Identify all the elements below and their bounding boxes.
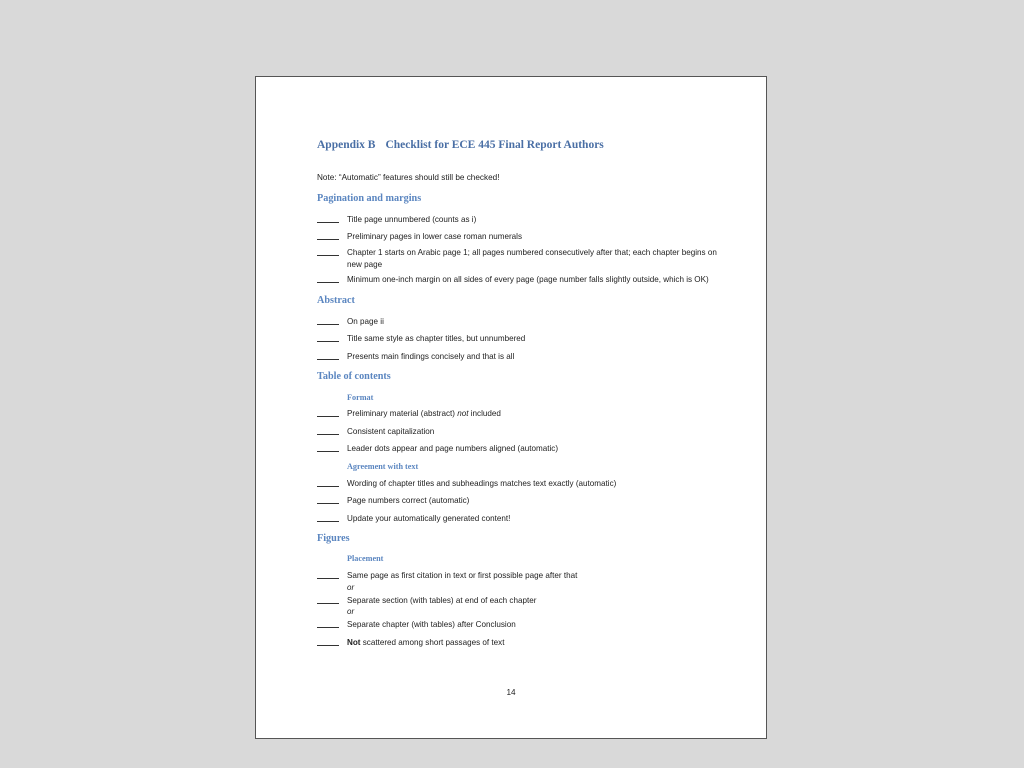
subsection-format-heading: Format: [347, 393, 374, 402]
item-text: [347, 637, 717, 649]
checkbox-blank[interactable]: [317, 214, 339, 223]
checklist-item: [317, 231, 717, 243]
section-toc-heading: Table of contents: [317, 371, 391, 382]
checklist-item: [317, 595, 717, 607]
item-text: Presents main findings concisely and that is all: [347, 351, 515, 361]
checklist-item: [317, 443, 717, 455]
item-text: Title page unnumbered (counts as i): [347, 215, 477, 224]
subsection-agreement-heading: Agreement with text: [347, 461, 419, 471]
item-text: Same page as first citation in text or first possible page after that: [347, 571, 578, 580]
checklist-item: [317, 333, 717, 345]
checklist-item: [317, 408, 717, 420]
item-text-emphasis: not: [457, 409, 469, 418]
checklist-item: [317, 214, 717, 226]
checkbox-blank[interactable]: [317, 333, 339, 342]
document-page: [255, 76, 767, 739]
note-text: Note: “Automatic” features should still be checked!: [317, 173, 500, 182]
item-text: Minimum one-inch margin on all sides of every page (page number falls slightly outside, which is OK): [347, 275, 709, 284]
appendix-label: Appendix B: [317, 139, 376, 151]
item-text: On page ii: [347, 316, 384, 326]
page-number: 14: [506, 688, 516, 697]
section-pagination-heading: Pagination and margins: [317, 193, 422, 204]
checkbox-blank[interactable]: [317, 619, 339, 628]
checklist-item: [317, 426, 717, 438]
checklist-item: [317, 316, 717, 328]
checkbox-blank[interactable]: [317, 595, 339, 604]
section-figures-heading: Figures: [317, 533, 350, 544]
item-text: Page numbers correct (automatic): [347, 496, 470, 505]
checkbox-blank[interactable]: [317, 351, 339, 360]
checkbox-blank[interactable]: [317, 274, 339, 283]
item-text-part: scattered among short passages of text: [360, 637, 505, 647]
appendix-title-text: Checklist for ECE 445 Final Report Authors: [385, 139, 604, 151]
checklist-item: [317, 247, 717, 270]
checkbox-blank[interactable]: [317, 513, 339, 522]
item-text: Separate section (with tables) at end of each chapter: [347, 595, 537, 605]
or-separator: or: [347, 582, 355, 592]
checklist-item: [317, 478, 717, 490]
section-abstract-heading: Abstract: [317, 294, 355, 306]
subsection-placement-heading: Placement: [347, 554, 384, 563]
checkbox-blank[interactable]: [317, 247, 339, 256]
appendix-title: [317, 137, 717, 153]
item-text-part: Preliminary material (abstract): [347, 409, 458, 418]
checkbox-blank[interactable]: [317, 443, 339, 452]
checklist-item: [317, 513, 717, 525]
checkbox-blank[interactable]: [317, 637, 339, 646]
item-text: Title same style as chapter titles, but unnumbered: [347, 334, 526, 343]
item-text: Consistent capitalization: [347, 426, 435, 436]
item-text-bold: Not: [347, 637, 361, 647]
item-text: Wording of chapter titles and subheadings matches text exactly (automatic): [347, 478, 617, 488]
checklist-item: [317, 274, 717, 286]
checkbox-blank[interactable]: [317, 426, 339, 435]
checkbox-blank[interactable]: [317, 495, 339, 504]
item-text: Separate chapter (with tables) after Conclusion: [347, 620, 516, 629]
checkbox-blank[interactable]: [317, 408, 339, 417]
item-text: Leader dots appear and page numbers aligned (automatic): [347, 444, 559, 453]
checklist-item: [317, 351, 717, 363]
checkbox-blank[interactable]: [317, 570, 339, 579]
checkbox-blank[interactable]: [317, 316, 339, 325]
checklist-item: [317, 495, 717, 507]
checklist-item: [317, 619, 717, 631]
item-text-part: included: [468, 409, 501, 418]
checkbox-blank[interactable]: [317, 231, 339, 240]
checklist-item: [317, 637, 717, 649]
or-separator: or: [347, 607, 355, 616]
item-text: Preliminary pages in lower case roman numerals: [347, 231, 522, 241]
checklist-item: [317, 570, 717, 582]
item-text: [347, 408, 717, 420]
item-text: Update your automatically generated content!: [347, 513, 511, 523]
checkbox-blank[interactable]: [317, 478, 339, 487]
page-content: [317, 137, 717, 648]
item-text: Chapter 1 starts on Arabic page 1; all pages numbered consecutively after that; each chapter begins on new page: [347, 248, 717, 269]
